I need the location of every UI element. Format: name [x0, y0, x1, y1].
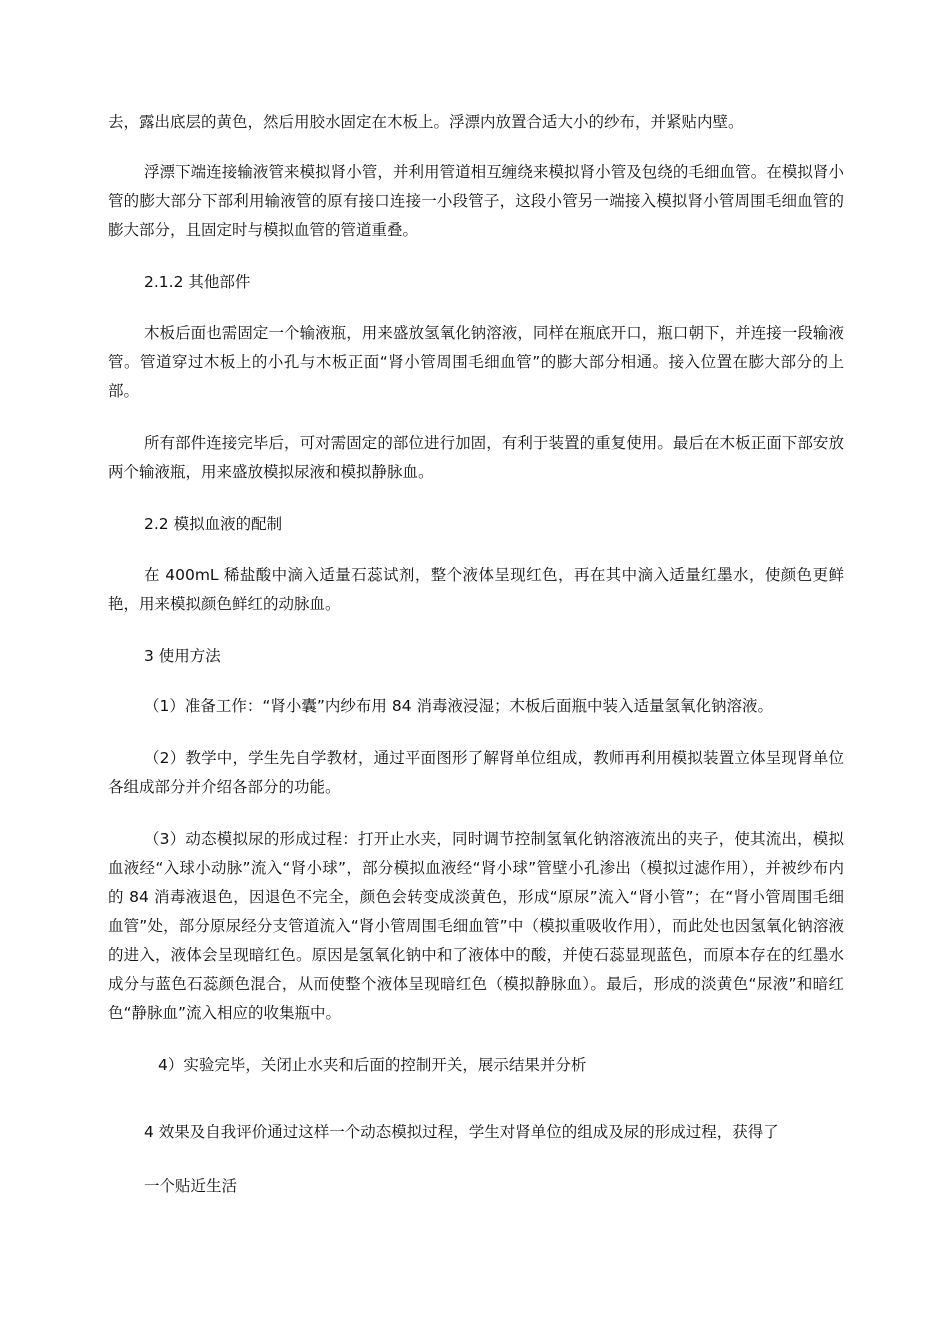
section-heading-2-2: 2.2 模拟血液的配制 [144, 515, 283, 533]
section-heading-2-1-2: 2.1.2 其他部件 [144, 273, 251, 291]
paragraph-step-2: （2）教学中，学生先自学教材，通过平面图形了解肾单位组成，教师再利用模拟装置立体呈现肾单位各组成部分并介绍各部分的功能。 [108, 749, 844, 796]
section-heading-3: 3 使用方法 [144, 647, 221, 665]
paragraph-step-4: 4）实验完毕，关闭止水夹和后面的控制开关，展示结果并分析 [158, 1056, 587, 1074]
paragraph-reinforcement: 所有部件连接完毕后，可对需固定的部位进行加固，有利于装置的重复使用。最后在木板正面下部安放两个输液瓶，用来盛放模拟尿液和模拟静脉血。 [108, 434, 844, 481]
section-heading-4: 4 效果及自我评价通过这样一个动态模拟过程，学生对肾单位的组成及尿的形成过程，获得了 [144, 1123, 779, 1141]
paragraph-float-gauze: 去，露出底层的黄色，然后用胶水固定在木板上。浮漂内放置合适大小的纱布，并紧贴内壁。 [108, 113, 744, 131]
paragraph-closing-fragment: 一个贴近生活 [144, 1177, 238, 1195]
paragraph-step-1: （1）准备工作：“肾小囊”内纱布用 84 消毒液浸湿；木板后面瓶中装入适量氢氧化钠溶液。 [144, 697, 774, 715]
paragraph-back-bottle: 木板后面也需固定一个输液瓶，用来盛放氢氧化钠溶液，同样在瓶底开口，瓶口朝下，并连接一段输液管。管道穿过木板上的小孔与木板正面“肾小管周围毛细血管”的膨大部分相通。接入位置在膨大部分的上部。 [108, 324, 844, 400]
paragraph-step-3: （3）动态模拟尿的形成过程：打开止水夹，同时调节控制氢氧化钠溶液流出的夹子，使其流出，模拟血液经“入球小动脉”流入“肾小球”，部分模拟血液经“肾小球”管壁小孔渗出（模拟过滤作用），并被纱布内的 84 消毒液退色，因退色不完全，颜色会转变成淡黄色，形成“原尿”流入“肾小管”；在“肾小管周围毛细血管”处，部分原尿经分支管道流入“肾小管周围毛细血管”中（模拟重吸收作用），而此处也因氢氧化钠溶液的进入，液体会呈现暗红色。原因是氢氧化钠中和了液体中的酸，并使石蕊显现蓝色，而原本存在的红墨水成分与蓝色石蕊颜色混合，从而使整个液体呈现暗红色（模拟静脉血）。最后，形成的淡黄色“尿液”和暗红色“静脉血”流入相应的收集瓶中。 [108, 830, 844, 1022]
paragraph-renal-tubule-model: 浮漂下端连接输液管来模拟肾小管，并利用管道相互缠绕来模拟肾小管及包绕的毛细血管。在模拟肾小管的膨大部分下部利用输液管的原有接口连接一小段管子，这段小管另一端接入模拟肾小管周围毛细血管的膨大部分，且固定时与模拟血管的管道重叠。 [108, 163, 844, 239]
paragraph-blood-preparation: 在 400mL 稀盐酸中滴入适量石蕊试剂，整个液体呈现红色，再在其中滴入适量红墨水，使颜色更鲜艳，用来模拟颜色鲜红的动脉血。 [108, 566, 844, 613]
